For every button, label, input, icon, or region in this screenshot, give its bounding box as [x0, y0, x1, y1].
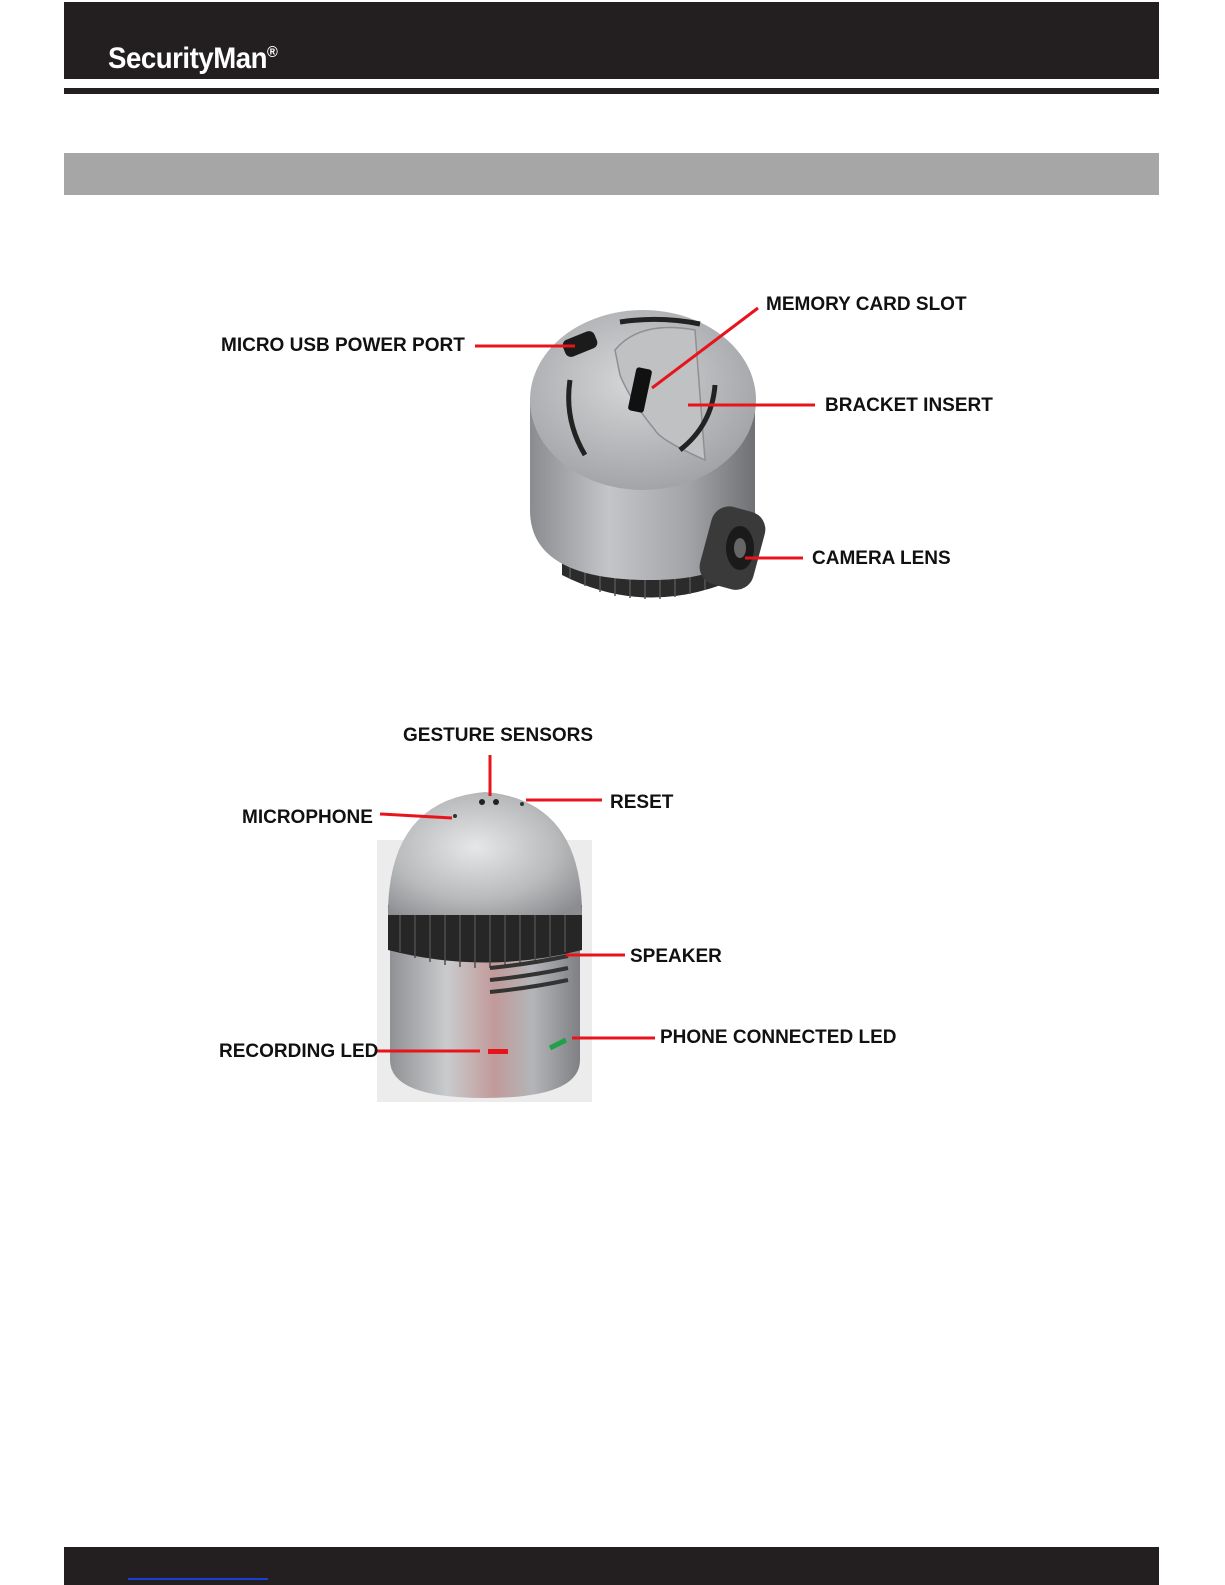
label-phone-connected-led: PHONE CONNECTED LED	[660, 1027, 897, 1048]
header-rule	[64, 88, 1159, 94]
gesture-sensor-left	[479, 799, 485, 805]
recording-led	[488, 1049, 508, 1054]
label-speaker: SPEAKER	[630, 946, 722, 967]
label-microphone: MICROPHONE	[242, 807, 373, 828]
registered-mark: ®	[267, 44, 278, 61]
footer-link-underline[interactable]	[128, 1578, 268, 1580]
reset-hole	[520, 802, 524, 806]
gesture-sensor-right	[493, 799, 499, 805]
label-recording-led: RECORDING LED	[219, 1041, 379, 1062]
brand-name: SecurityMan	[108, 42, 268, 75]
brand-logo	[108, 42, 277, 76]
front-dome	[388, 792, 582, 915]
section-title-bar	[64, 153, 1159, 195]
microphone-hole	[453, 814, 457, 818]
label-reset: RESET	[610, 792, 674, 813]
label-bracket-insert: BRACKET INSERT	[825, 395, 993, 416]
label-memory-card-slot: MEMORY CARD SLOT	[766, 294, 967, 315]
label-micro-usb-power-port: MICRO USB POWER PORT	[221, 335, 465, 356]
label-camera-lens: CAMERA LENS	[812, 548, 951, 569]
label-gesture-sensors: GESTURE SENSORS	[403, 725, 594, 746]
